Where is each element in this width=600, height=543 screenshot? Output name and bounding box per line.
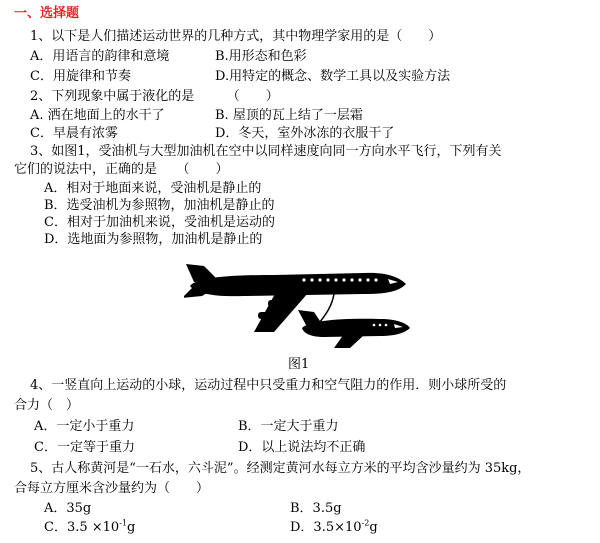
figure-1-caption: 图1: [288, 357, 310, 372]
question-4-stem-line-1: 4、一竖直向上运动的小球，运动过程中只受重力和空气阻力的作用．则小球所受的: [30, 378, 507, 393]
question-2-option-b: B. 屋顶的瓦上结了一层霜: [215, 108, 363, 123]
question-4-option-b: B．一定大于重力: [238, 419, 339, 434]
question-1-option-c: C．用旋律和节奏: [30, 69, 131, 84]
question-2-stem: 2、下列现象中属于液化的是 （ ）: [30, 89, 279, 104]
refueling-aircraft-illustration: [184, 262, 416, 350]
question-4-option-d: D．以上说法均不正确: [238, 440, 366, 455]
question-3-stem-line-1: 3、如图1，受油机与大型加油机在空中以同样速度向同一方向水平飞行，下列有关: [30, 144, 502, 159]
question-1-option-a: A．用语言的韵律和意境: [30, 49, 170, 64]
question-1-stem: 1、以下是人们描述运动世界的几种方式，其中物理学家用的是（ ）: [30, 29, 442, 44]
question-2-option-d: D．冬天，室外冰冻的衣服干了: [215, 126, 395, 141]
question-1-option-b: B.用形态和色彩: [215, 49, 307, 64]
question-3-option-b: B．选受油机为参照物，加油机是静止的: [44, 198, 275, 213]
question-5-option-b: B．3.5g: [290, 501, 342, 516]
option-c-unit: g: [127, 520, 136, 535]
clipped-header-fragment: [160, 0, 400, 4]
question-1-option-d: D.用特定的概念、数学工具以及实验方法: [215, 69, 451, 84]
section-heading: 一、选择题: [14, 6, 80, 21]
question-3-option-d: D．选地面为参照物，加油机是静止的: [44, 232, 263, 247]
option-d-base: D．3.5×10: [290, 520, 362, 535]
question-5-stem-line-2: 合每立方厘米含沙量约为（ ）: [14, 481, 210, 496]
question-4-option-a: A．一定小于重力: [34, 419, 135, 434]
question-5-stem-line-1: 5、古人称黄河是“一石水，六斗泥”。经测定黄河水每立方米的平均含沙量约为 35kg，: [30, 461, 531, 476]
question-5-option-a: A．35g: [44, 501, 92, 516]
option-c-exponent: -1: [119, 518, 127, 528]
option-d-unit: g: [369, 520, 378, 535]
question-5-option-c: [44, 519, 135, 536]
question-4-stem-line-2: 合力（ ）: [14, 398, 80, 413]
question-2-option-c: C．早晨有浓雾: [30, 126, 118, 141]
question-2-option-a: A. 洒在地面上的水干了: [30, 108, 165, 123]
question-3-option-c: C．相对于加油机来说，受油机是运动的: [44, 215, 275, 230]
question-3-stem-line-2: 它们的说法中，正确的是 （ ）: [14, 162, 229, 177]
question-4-option-c: C．一定等于重力: [34, 440, 135, 455]
question-5-option-d: [290, 519, 378, 536]
question-3-option-a: A．相对于地面来说，受油机是静止的: [44, 181, 262, 196]
option-c-base: C．3.5 ×10: [44, 520, 120, 535]
option-d-exponent: -2: [361, 518, 370, 528]
